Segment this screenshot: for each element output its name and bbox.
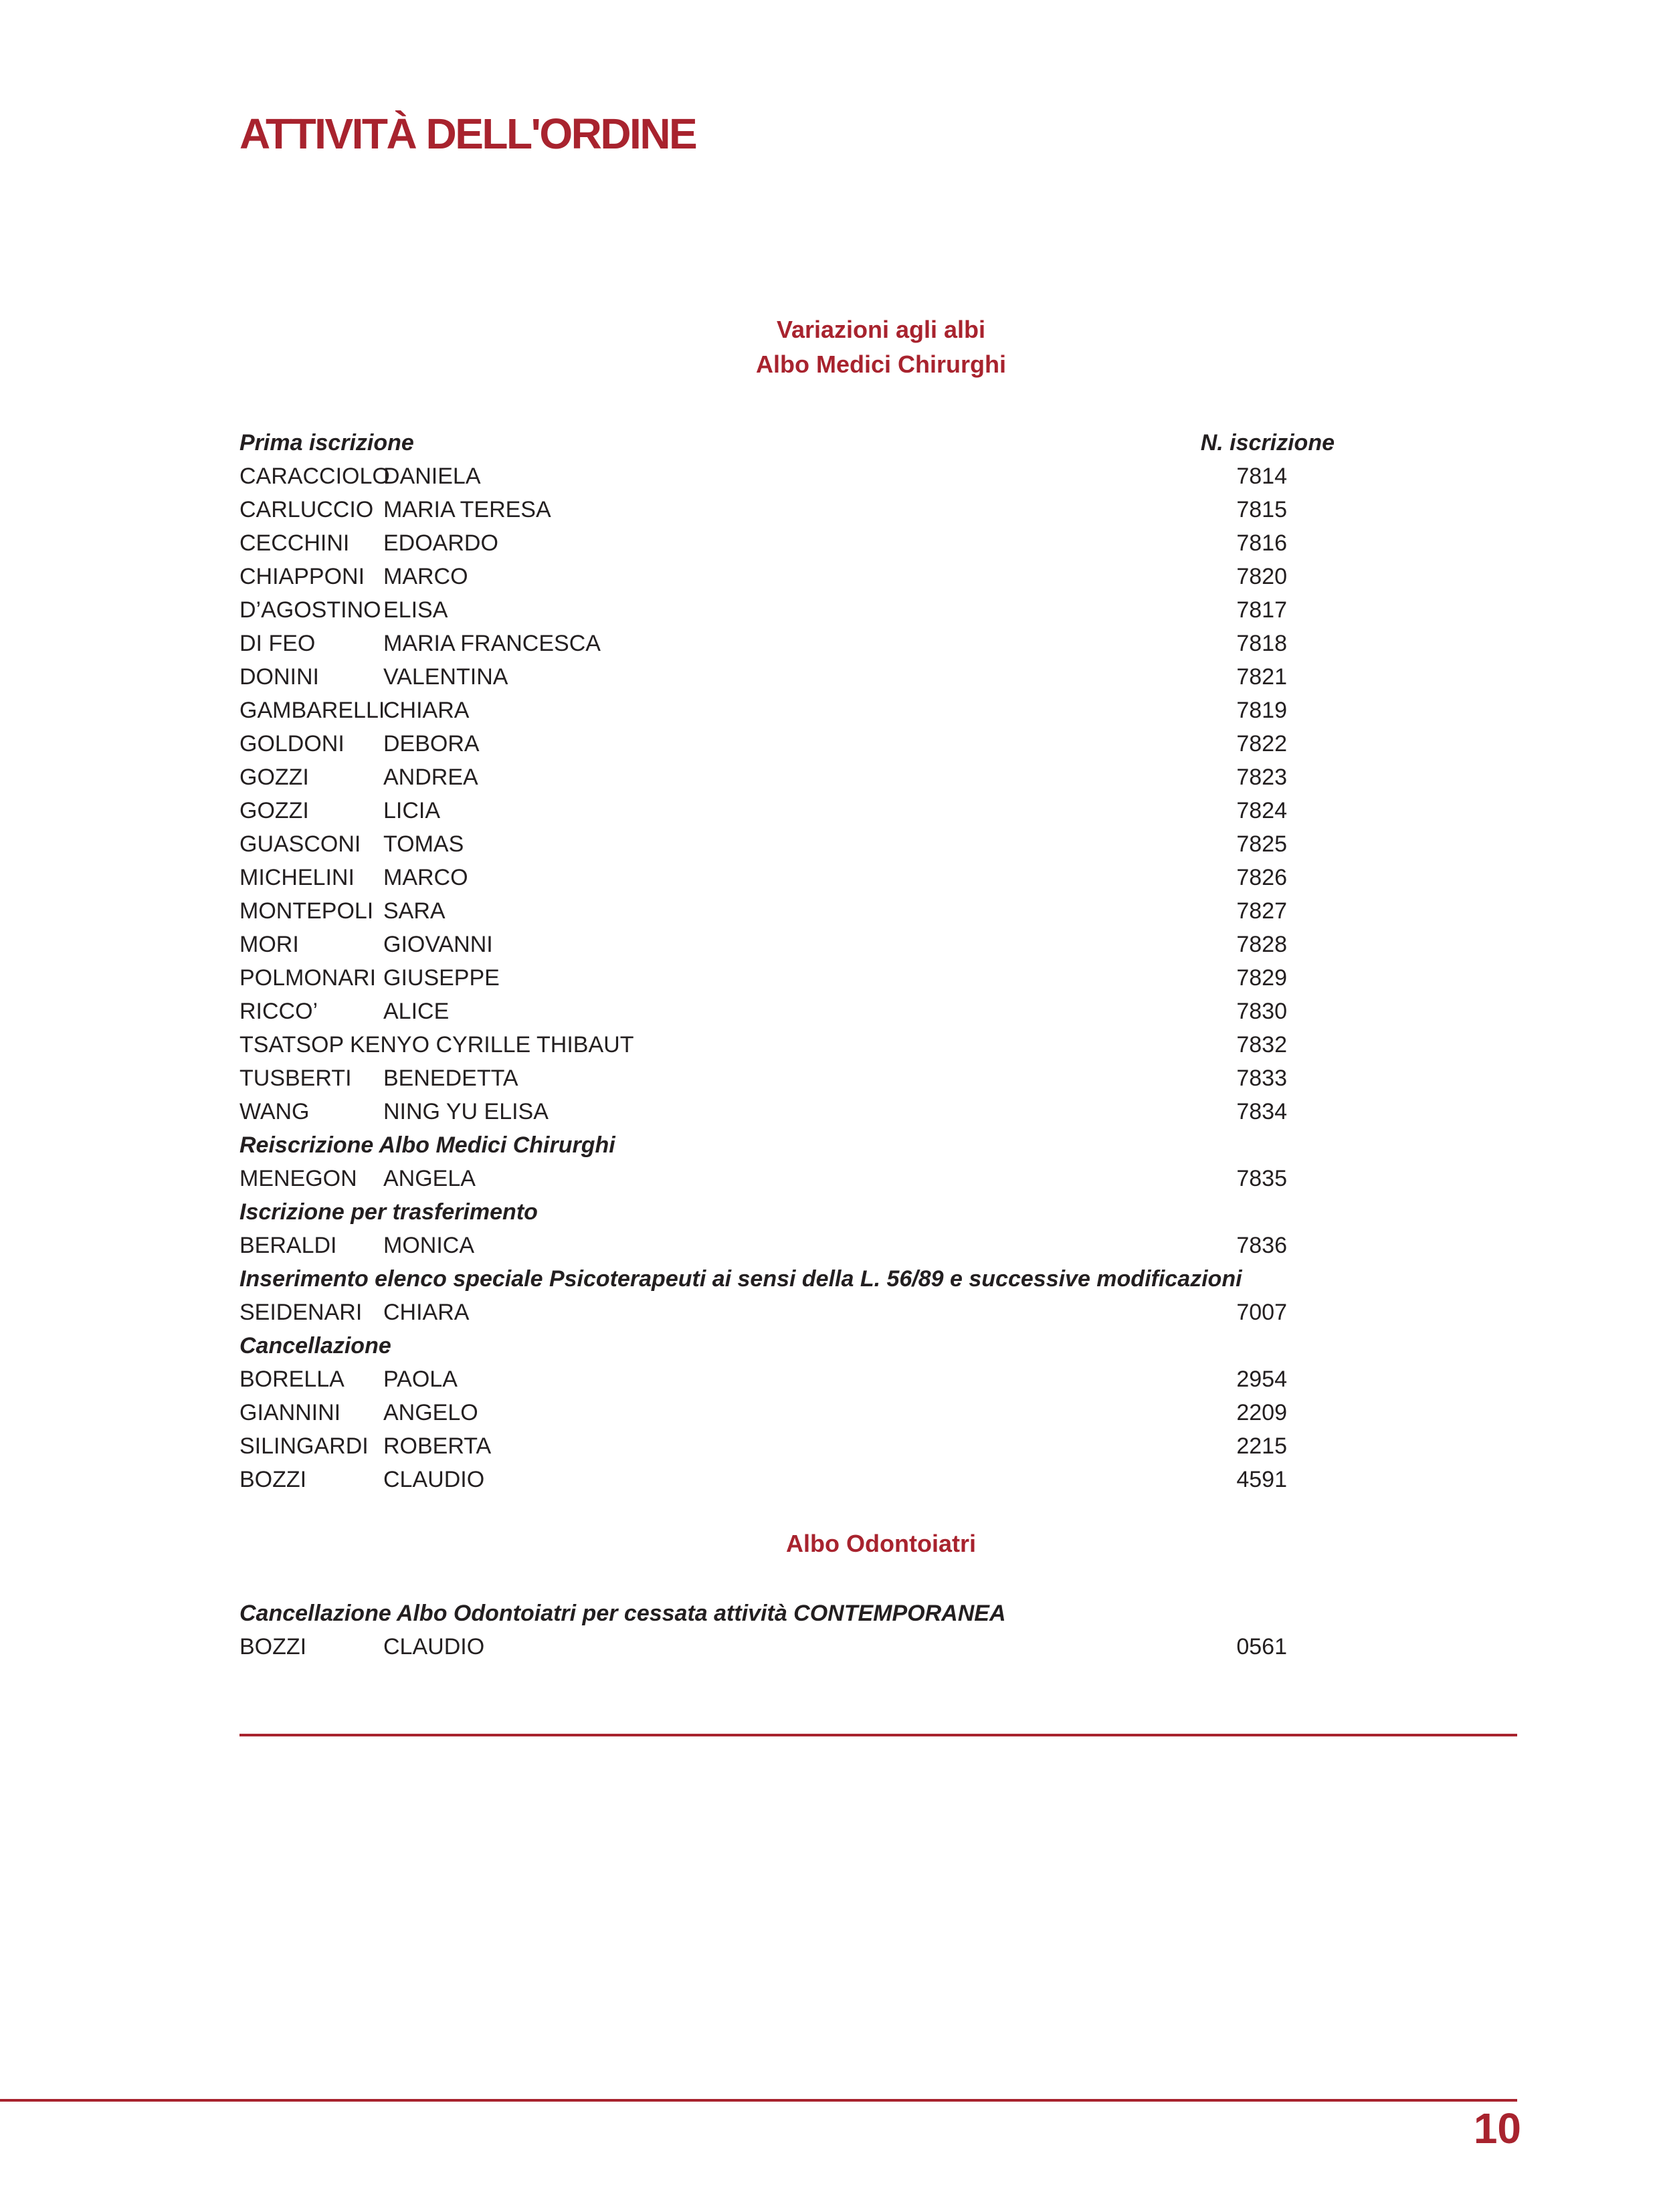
- registration-number: 7816: [1236, 530, 1287, 556]
- surname: BOZZI: [239, 1467, 307, 1492]
- list-item: [239, 526, 1287, 560]
- list-item: [239, 493, 1287, 526]
- registration-number: 7823: [1236, 765, 1287, 790]
- list-item: [239, 961, 1287, 995]
- registration-number: 2215: [1236, 1433, 1287, 1459]
- list-item: [239, 1229, 1287, 1262]
- label-trasferimento: Iscrizione per trasferimento: [239, 1199, 538, 1225]
- label-prima-iscrizione: Prima iscrizione: [239, 430, 414, 456]
- surname: DONINI: [239, 664, 319, 690]
- first-name: ANGELA: [383, 1166, 476, 1191]
- first-name: GIUSEPPE: [383, 965, 500, 991]
- registration-number: 4591: [1236, 1467, 1287, 1492]
- list-item: [239, 1162, 1287, 1195]
- section-heading-albo-odontoiatri: Albo Odontoiatri: [786, 1530, 976, 1557]
- list-item: [239, 660, 1287, 694]
- label-cancellazione-odontoiatri: Cancellazione Albo Odontoiatri per cessata attività CONTEMPORANEA: [239, 1601, 1006, 1626]
- first-name: LICIA: [383, 798, 441, 823]
- first-name: BENEDETTA: [383, 1066, 518, 1091]
- registration-number: 7833: [1236, 1066, 1287, 1091]
- list-item: [239, 593, 1287, 627]
- list-item: [239, 827, 1287, 861]
- list-item: [239, 1062, 1287, 1095]
- first-name: MARIA FRANCESCA: [383, 631, 601, 656]
- section-heading-variazioni: Variazioni agli albi: [776, 316, 986, 343]
- first-name: MARCO: [383, 865, 468, 890]
- column-header-n-iscrizione: N. iscrizione: [1200, 430, 1335, 456]
- list-item: [239, 560, 1287, 593]
- surname: CECCHINI: [239, 530, 350, 556]
- registration-number: 7820: [1236, 564, 1287, 589]
- label-cancellazione: Cancellazione: [239, 1333, 391, 1359]
- first-name: PAOLA: [383, 1367, 458, 1392]
- list-item: [239, 794, 1287, 827]
- list-item: [239, 727, 1287, 761]
- surname: CHIAPPONI: [239, 564, 365, 589]
- list-item: [239, 861, 1287, 894]
- surname: BERALDI: [239, 1233, 337, 1258]
- first-name: MARCO: [383, 564, 468, 589]
- surname: GIANNINI: [239, 1400, 341, 1425]
- registration-number: 7835: [1236, 1166, 1287, 1191]
- surname: GUASCONI: [239, 831, 361, 857]
- registration-number: 7814: [1236, 464, 1287, 489]
- registration-number: 7818: [1236, 631, 1287, 656]
- first-name: ROBERTA: [383, 1433, 492, 1459]
- surname: BOZZI: [239, 1634, 307, 1660]
- page-number: 10: [1473, 2104, 1521, 2152]
- surname: DI FEO: [239, 631, 316, 656]
- list-item: [239, 1429, 1287, 1463]
- registration-number: 2954: [1236, 1367, 1287, 1392]
- label-psicoterapeuti: Inserimento elenco speciale Psicoterapeuti ai sensi della L. 56/89 e successive modificazioni: [239, 1266, 1242, 1292]
- registration-number: 7830: [1236, 999, 1287, 1024]
- first-name: ELISA: [383, 597, 448, 623]
- list-item: [239, 460, 1287, 493]
- registration-number: 7836: [1236, 1233, 1287, 1258]
- first-name: ANGELO: [383, 1400, 478, 1425]
- first-name: GIOVANNI: [383, 932, 493, 957]
- list-item: [239, 995, 1287, 1028]
- footer-rule: [0, 2099, 1517, 2102]
- list-item: [239, 1028, 1287, 1062]
- surname: CARLUCCIO: [239, 497, 374, 522]
- first-name: DEBORA: [383, 731, 480, 757]
- first-name: MONICA: [383, 1233, 474, 1258]
- list-item: [239, 1296, 1287, 1329]
- page-title: ATTIVITÀ DELL'ORDINE: [239, 110, 696, 158]
- surname: CARACCIOLO: [239, 464, 390, 489]
- first-name: CLAUDIO: [383, 1467, 485, 1492]
- first-name: VALENTINA: [383, 664, 508, 690]
- surname: GOZZI: [239, 765, 309, 790]
- surname: SILINGARDI: [239, 1433, 369, 1459]
- registration-number: 7822: [1236, 731, 1287, 757]
- registration-number: 2209: [1236, 1400, 1287, 1425]
- section-divider: [239, 1734, 1517, 1736]
- first-name: CHIARA: [383, 1300, 470, 1325]
- label-reiscrizione: Reiscrizione Albo Medici Chirurghi: [239, 1132, 615, 1158]
- registration-number: 7827: [1236, 898, 1287, 924]
- list-item: [239, 894, 1287, 928]
- surname: MICHELINI: [239, 865, 355, 890]
- registration-number: 7821: [1236, 664, 1287, 690]
- surname: RICCO’: [239, 999, 318, 1024]
- first-name: MARIA TERESA: [383, 497, 551, 522]
- list-item: [239, 627, 1287, 660]
- surname: MORI: [239, 932, 299, 957]
- first-name: ALICE: [383, 999, 450, 1024]
- surname: TUSBERTI: [239, 1066, 352, 1091]
- first-name: CHIARA: [383, 698, 470, 723]
- registration-number: 0561: [1236, 1634, 1287, 1660]
- first-name: SARA: [383, 898, 446, 924]
- surname: SEIDENARI: [239, 1300, 363, 1325]
- surname: TSATSOP KENYO CYRILLE THIBAUT: [239, 1032, 634, 1058]
- registration-number: 7815: [1236, 497, 1287, 522]
- registration-number: 7832: [1236, 1032, 1287, 1058]
- registration-number: 7825: [1236, 831, 1287, 857]
- first-name: CLAUDIO: [383, 1634, 485, 1660]
- surname: GOLDONI: [239, 731, 345, 757]
- surname: WANG: [239, 1099, 310, 1124]
- surname: POLMONARI: [239, 965, 377, 991]
- first-name: NING YU ELISA: [383, 1099, 549, 1124]
- registration-number: 7828: [1236, 932, 1287, 957]
- registration-number: 7829: [1236, 965, 1287, 991]
- registration-number: 7819: [1236, 698, 1287, 723]
- list-item: [239, 1363, 1287, 1396]
- list-item: [239, 1630, 1287, 1664]
- surname: D’AGOSTINO: [239, 597, 381, 623]
- list-item: [239, 1095, 1287, 1128]
- list-item: [239, 761, 1287, 794]
- registration-number: 7007: [1236, 1300, 1287, 1325]
- surname: BORELLA: [239, 1367, 345, 1392]
- list-item: [239, 1396, 1287, 1429]
- list-item: [239, 1463, 1287, 1496]
- list-item: [239, 928, 1287, 961]
- section-heading-albo-medici: Albo Medici Chirurghi: [756, 350, 1006, 378]
- surname: MENEGON: [239, 1166, 357, 1191]
- first-name: ANDREA: [383, 765, 478, 790]
- registration-number: 7824: [1236, 798, 1287, 823]
- surname: GAMBARELLI: [239, 698, 385, 723]
- first-name: DANIELA: [383, 464, 481, 489]
- first-name: TOMAS: [383, 831, 464, 857]
- first-name: EDOARDO: [383, 530, 498, 556]
- registration-number: 7817: [1236, 597, 1287, 623]
- list-item: [239, 694, 1287, 727]
- surname: MONTEPOLI: [239, 898, 374, 924]
- registration-number: 7834: [1236, 1099, 1287, 1124]
- surname: GOZZI: [239, 798, 309, 823]
- registration-number: 7826: [1236, 865, 1287, 890]
